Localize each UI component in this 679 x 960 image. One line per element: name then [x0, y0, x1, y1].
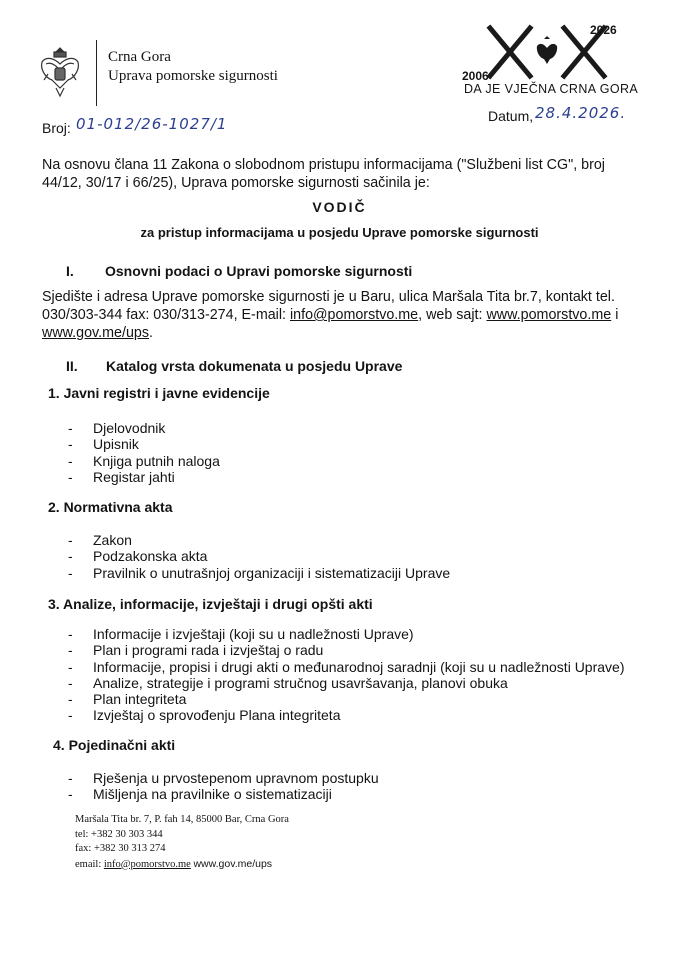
footer-email-label: email: [75, 858, 104, 870]
document-title: VODIČ [312, 199, 367, 215]
contact-text-2: , web sajt: [418, 307, 487, 323]
list-item [68, 453, 220, 469]
list-item [68, 469, 220, 485]
contact-text-3: i [611, 307, 619, 323]
footer-contact [75, 857, 289, 873]
list-item [68, 548, 450, 564]
category-heading: 4. Pojedinačni akti [53, 737, 176, 753]
list-item [68, 675, 625, 691]
list-item [68, 691, 625, 707]
category-1-list [68, 420, 220, 485]
category-2-list [68, 532, 450, 581]
list-dash: - [68, 786, 73, 803]
list-dash: - [68, 548, 73, 565]
list-item-text: Informacije i izvještaji (koji su u nadležnosti Uprave) [93, 626, 414, 642]
list-item [68, 532, 450, 548]
document-subtitle: za pristup informacijama u posjedu Uprave pomorske sigurnosti [140, 225, 539, 240]
list-dash: - [68, 642, 73, 659]
section-2-number: II. [66, 358, 78, 374]
list-item-text: Registar jahti [93, 468, 175, 485]
footer-email-link[interactable]: info@pomorstvo.me [103, 858, 191, 870]
list-item-text: Pravilnik o unutrašnjoj organizaciji i sistematizaciji Uprave [93, 564, 451, 581]
category-heading: 3. Analize, informacije, izvještaji i drugi opšti akti [48, 596, 373, 612]
list-item-text: Podzakonska akta [93, 548, 208, 565]
list-item-text: Djelovodnik [93, 420, 166, 436]
footer [75, 813, 289, 872]
reference-number-value: 01-012/26-1027/1 [76, 115, 228, 133]
list-item-text: Plan i programi rada i izvještaj o radu [93, 642, 324, 659]
list-dash: - [68, 532, 73, 548]
section-1-number: I. [66, 263, 74, 279]
list-dash: - [68, 707, 73, 724]
list-item-text: Zakon [93, 532, 132, 548]
list-dash: - [68, 468, 73, 485]
footer-tel: tel: +382 30 303 344 [75, 828, 163, 840]
category-heading: 1. Javni registri i javne evidencije [48, 385, 270, 401]
list-dash: - [68, 674, 73, 691]
email-link[interactable]: info@pomorstvo.me [289, 307, 419, 323]
list-item-text: Plan integriteta [93, 691, 187, 708]
list-item [68, 786, 379, 802]
category-heading: 2. Normativna akta [48, 499, 173, 515]
footer-fax: fax: +382 30 313 274 [75, 843, 166, 854]
website-link-2[interactable]: www.gov.me/ups [42, 325, 150, 341]
contact-paragraph [42, 288, 637, 342]
category-3-list [68, 626, 625, 724]
list-item-text: Knjiga putnih naloga [93, 452, 220, 469]
category-4-list [68, 770, 379, 803]
coat-of-arms-icon [32, 44, 88, 100]
footer-web[interactable]: www.gov.me/ups [193, 857, 273, 870]
contact-text-1: Sjedište i adresa Uprave pomorske sigurnosti je u Baru, ulica Maršala Tita br.7, kontakt tel. 030/303-344 fax: 030/313-274, E-mail: [42, 289, 615, 323]
list-dash: - [68, 691, 73, 708]
list-item [68, 626, 625, 642]
list-item-text: Analize, strategije i programi stručnog usavršavanja, planovi obuka [93, 674, 508, 691]
list-item [68, 707, 625, 723]
intro-paragraph: Na osnovu člana 11 Zakona o slobodnom pristupu informacijama ("Službeni list CG", broj 44/12, 30/17 i 66/25), Uprava pomorske sigurnosti sačinila je: [42, 157, 605, 191]
list-item [68, 659, 625, 675]
list-dash: - [68, 564, 73, 581]
header-divider [96, 40, 97, 106]
org-name: Uprava pomorske sigurnosti [108, 68, 278, 84]
list-item [68, 642, 625, 658]
list-item [68, 565, 450, 581]
list-item-text: Informacije, propisi i drugi akti o međunarodnoj saradnji (koji su u nadležnosti Uprave) [93, 658, 625, 675]
section-2-title: Katalog vrsta dokumenata u posjedu Uprave [106, 358, 403, 374]
list-item [68, 420, 220, 436]
section-1-title: Osnovni podaci o Upravi pomorske sigurnosti [105, 263, 413, 279]
anniversary-year-end: 2026 [590, 23, 617, 37]
anniversary-slogan: DA JE VJEČNA CRNA GORA [464, 82, 639, 96]
website-link-1[interactable]: www.pomorstvo.me [486, 307, 612, 323]
list-dash: - [68, 420, 73, 436]
list-dash: - [68, 658, 73, 675]
anniversary-year-start: 2006 [462, 69, 489, 83]
list-item-text: Upisnik [93, 436, 139, 453]
list-item [68, 436, 220, 452]
list-dash: - [68, 436, 73, 453]
date-label: Datum, [488, 108, 534, 124]
org-country: Crna Gora [108, 49, 171, 65]
list-dash: - [68, 626, 73, 642]
list-item [68, 770, 379, 786]
contact-text-4: . [149, 325, 153, 341]
reference-number-label: Broj: [42, 120, 71, 136]
footer-address: Maršala Tita br. 7, P. fah 14, 85000 Bar, Crna Gora [75, 814, 289, 825]
list-dash: - [68, 770, 73, 786]
list-item-text: Mišljenja na pravilnike o sistematizaciji [93, 786, 332, 803]
date-value: 28.4.2026. [535, 104, 627, 122]
list-item-text: Rješenja u prvostepenom upravnom postupku [93, 770, 379, 786]
list-dash: - [68, 452, 73, 469]
list-item-text: Izvještaj o sprovođenju Plana integriteta [93, 707, 341, 724]
